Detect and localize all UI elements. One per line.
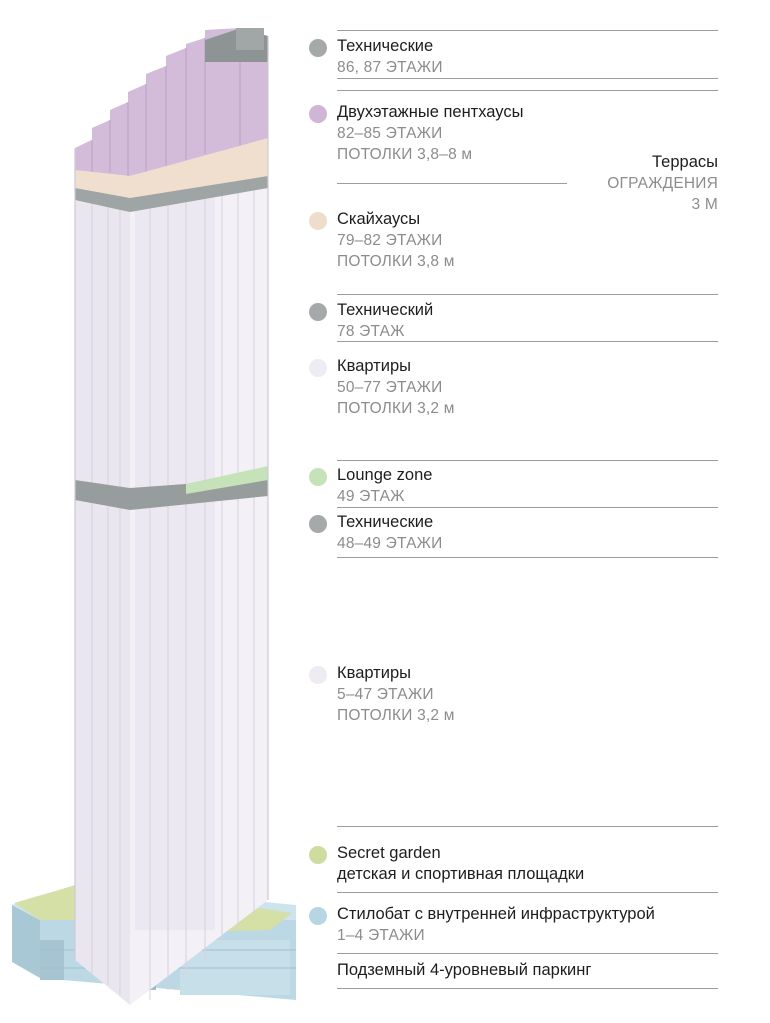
terraces-subtitle: 3 М	[691, 196, 718, 213]
legend-item-skyhouses	[337, 209, 718, 272]
legend-item-tech-78	[337, 300, 718, 342]
terraces-subtitle: ОГРАЖДЕНИЯ	[607, 175, 718, 192]
tower-shaft-left	[75, 120, 130, 1005]
legend-item-secret-garden	[337, 843, 718, 885]
legend-title: Lounge zone	[337, 466, 433, 484]
legend-dot-icon	[309, 359, 327, 377]
divider	[337, 988, 718, 989]
divider	[337, 892, 718, 893]
divider	[337, 507, 718, 508]
legend-subtitle: 50–77 ЭТАЖИ	[337, 379, 443, 396]
legend-item-tech-48-49	[337, 512, 718, 554]
divider	[337, 953, 718, 954]
legend-dot-icon	[309, 303, 327, 321]
legend-subtitle: 78 ЭТАЖ	[337, 323, 405, 340]
legend-subtitle: 5–47 ЭТАЖИ	[337, 686, 434, 703]
legend-subtitle: детская и спортивная площадки	[337, 865, 585, 883]
legend-subtitle: ПОТОЛКИ 3,8 м	[337, 253, 455, 270]
legend-item-lounge	[337, 465, 718, 507]
legend-dot-icon	[309, 515, 327, 533]
legend-dot-icon	[309, 39, 327, 57]
legend-dot-icon	[309, 846, 327, 864]
legend-subtitle: 86, 87 ЭТАЖИ	[337, 59, 443, 76]
legend-subtitle: 1–4 ЭТАЖИ	[337, 927, 425, 944]
legend-item-stylobate	[337, 904, 718, 946]
tower-core	[135, 190, 215, 930]
divider	[337, 78, 718, 79]
technical-roof-box	[236, 28, 264, 50]
legend-title: Технические	[337, 513, 434, 531]
legend-dot-icon	[309, 105, 327, 123]
legend-dot-icon	[309, 212, 327, 230]
parking-label: Подземный 4-уровневый паркинг	[337, 961, 592, 979]
legend-title: Квартиры	[337, 664, 411, 682]
legend-title: Технический	[337, 301, 434, 319]
legend-dot-icon	[309, 666, 327, 684]
legend-subtitle: 82–85 ЭТАЖИ	[337, 125, 443, 142]
legend-subtitle: ПОТОЛКИ 3,2 м	[337, 400, 455, 417]
divider	[337, 341, 718, 342]
legend-item-apartments-upper	[337, 356, 718, 419]
tower-illustration	[0, 0, 330, 1023]
legend-title: Двухэтажные пентхаусы	[337, 103, 524, 121]
legend-subtitle: ПОТОЛКИ 3,2 м	[337, 707, 455, 724]
legend-title: Скайхаусы	[337, 210, 421, 228]
terraces-title: Террасы	[652, 153, 718, 171]
legend-item-apartments-lower	[337, 663, 718, 726]
legend-dot-icon	[309, 907, 327, 925]
legend-title: Технические	[337, 37, 434, 55]
divider	[337, 30, 718, 31]
legend-subtitle: ПОТОЛКИ 3,8–8 м	[337, 146, 473, 163]
divider	[337, 460, 718, 461]
divider	[337, 90, 718, 91]
legend-title: Квартиры	[337, 357, 411, 375]
legend-subtitle: 48–49 ЭТАЖИ	[337, 535, 443, 552]
legend-subtitle: 49 ЭТАЖ	[337, 488, 405, 505]
divider	[337, 826, 718, 827]
legend-title: Стилобат с внутренней инфраструктурой	[337, 905, 655, 923]
divider	[337, 557, 718, 558]
legend-dot-icon	[309, 468, 327, 486]
legend-subtitle: 79–82 ЭТАЖИ	[337, 232, 443, 249]
divider	[337, 183, 567, 184]
divider	[337, 294, 718, 295]
legend-title: Secret garden	[337, 844, 441, 862]
legend-item-tech-86-87	[337, 36, 718, 78]
stylobate-column	[40, 940, 64, 980]
terraces-annotation	[607, 152, 718, 215]
